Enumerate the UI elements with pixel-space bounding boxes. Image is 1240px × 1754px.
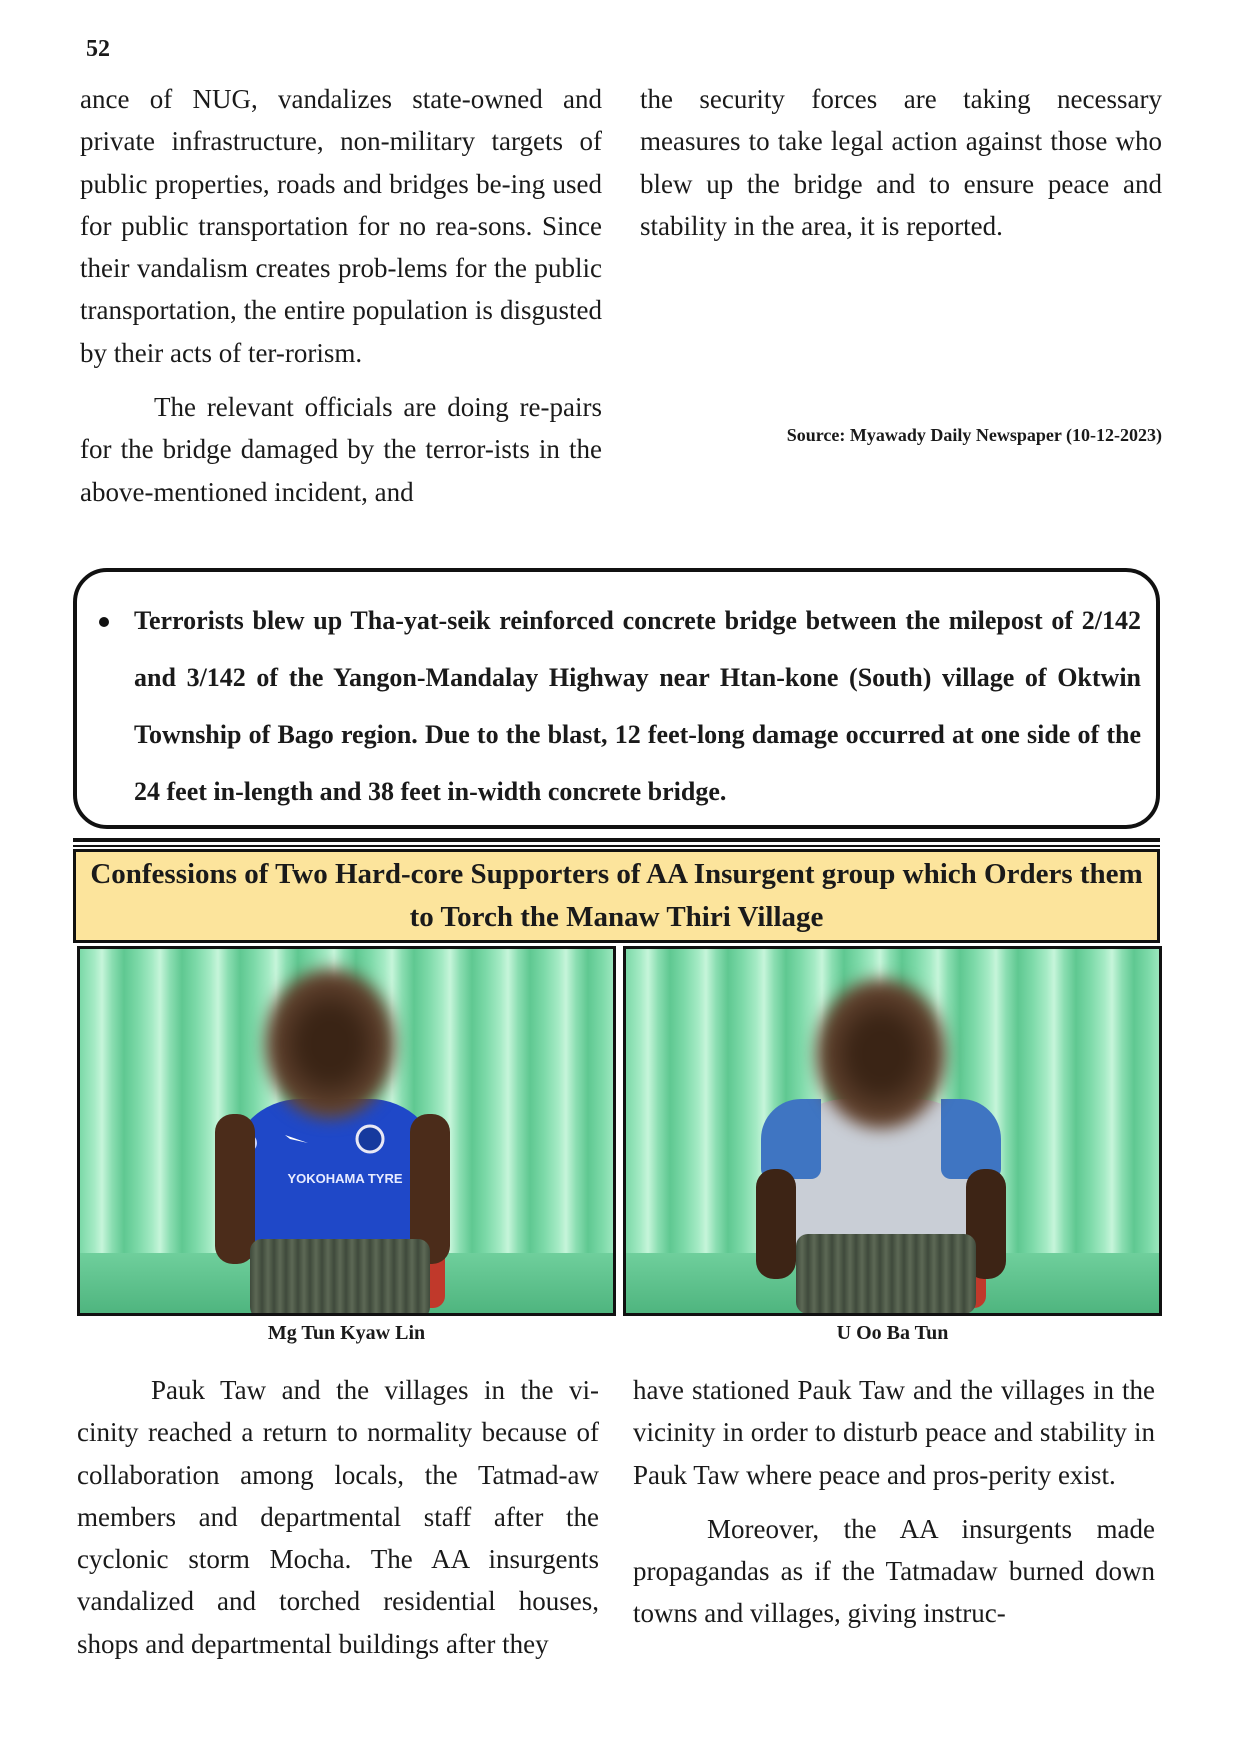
section-headline: Confessions of Two Hard-core Supporters of AA Insurgent group which Orders them to Torch the Manaw Thiri Village	[73, 849, 1160, 943]
left-arm	[215, 1114, 255, 1264]
photo-caption: U Oo Ba Tun	[836, 1322, 949, 1344]
top-left-column	[80, 78, 602, 513]
legs	[796, 1234, 976, 1314]
left-sleeve	[761, 1099, 821, 1179]
paragraph: ance of NUG, vandalizes state-owned and private infrastructure, non-military targets of public properties, roads and bridges be-ing used for public transportation for no rea-sons. Since their vandalism creates prob-lems for the public transportation, the entire population is disgusted by their acts of ter-rorism.	[80, 84, 602, 368]
blurred-face	[265, 969, 395, 1119]
paragraph: the security forces are taking necessary measures to take legal action against those who blew up the bridge and to ensure peace and stability in the area, it is reported.	[640, 84, 1162, 241]
legs	[250, 1239, 430, 1316]
jersey-sponsor: YOKOHAMA TYRE	[287, 1171, 403, 1186]
page-number: 52	[86, 36, 110, 62]
divider	[73, 845, 1160, 847]
paragraph: Pauk Taw and the villages in the vi-cinity reached a return to normality because of collaboration among locals, the Tatmad-aw members and departmental staff after the cyclonic storm Mocha. The AA insurgents vandalized and torched residential houses, shops and departmental buildings after they	[77, 1375, 599, 1659]
highlight-box	[73, 568, 1160, 829]
bullet-text: Terrorists blew up Tha-yat-seik reinforced concrete bridge between the milepost of 2/142 and 3/142 of the Yangon-Mandalay Highway near Htan-kone (South) village of Oktwin Township of Bago region. Due to the blast, 12 feet-long damage occurred at one side of the 24 feet in-length and 38 feet in-width concrete bridge.	[134, 606, 1141, 806]
paragraph: have stationed Pauk Taw and the villages in the vicinity in order to disturb peace and stability in Pauk Taw where peace and pros-perity exist.	[633, 1375, 1155, 1490]
blurred-face	[816, 979, 946, 1129]
right-sleeve	[941, 1099, 1001, 1179]
bottom-right-column	[633, 1369, 1155, 1635]
photo-mg-tun-kyaw-lin	[77, 946, 616, 1316]
jersey	[230, 1099, 440, 1259]
paragraph: Moreover, the AA insurgents made propagandas as if the Tatmadaw burned down towns and villages, giving instruc-	[633, 1513, 1155, 1629]
photo-u-oo-ba-tun	[623, 946, 1162, 1316]
bullet-icon	[99, 617, 109, 627]
divider	[73, 838, 1160, 842]
bottom-left-column	[77, 1369, 599, 1665]
paragraph: The relevant officials are doing re-pairs for the bridge damaged by the terror-ists in the above-mentioned incident, and	[80, 392, 602, 507]
left-arm	[756, 1169, 796, 1279]
top-right-column	[640, 78, 1162, 247]
photo-caption: Mg Tun Kyaw Lin	[267, 1322, 426, 1344]
source-citation: Source: Myawady Daily Newspaper (10-12-2023)	[786, 425, 1162, 445]
